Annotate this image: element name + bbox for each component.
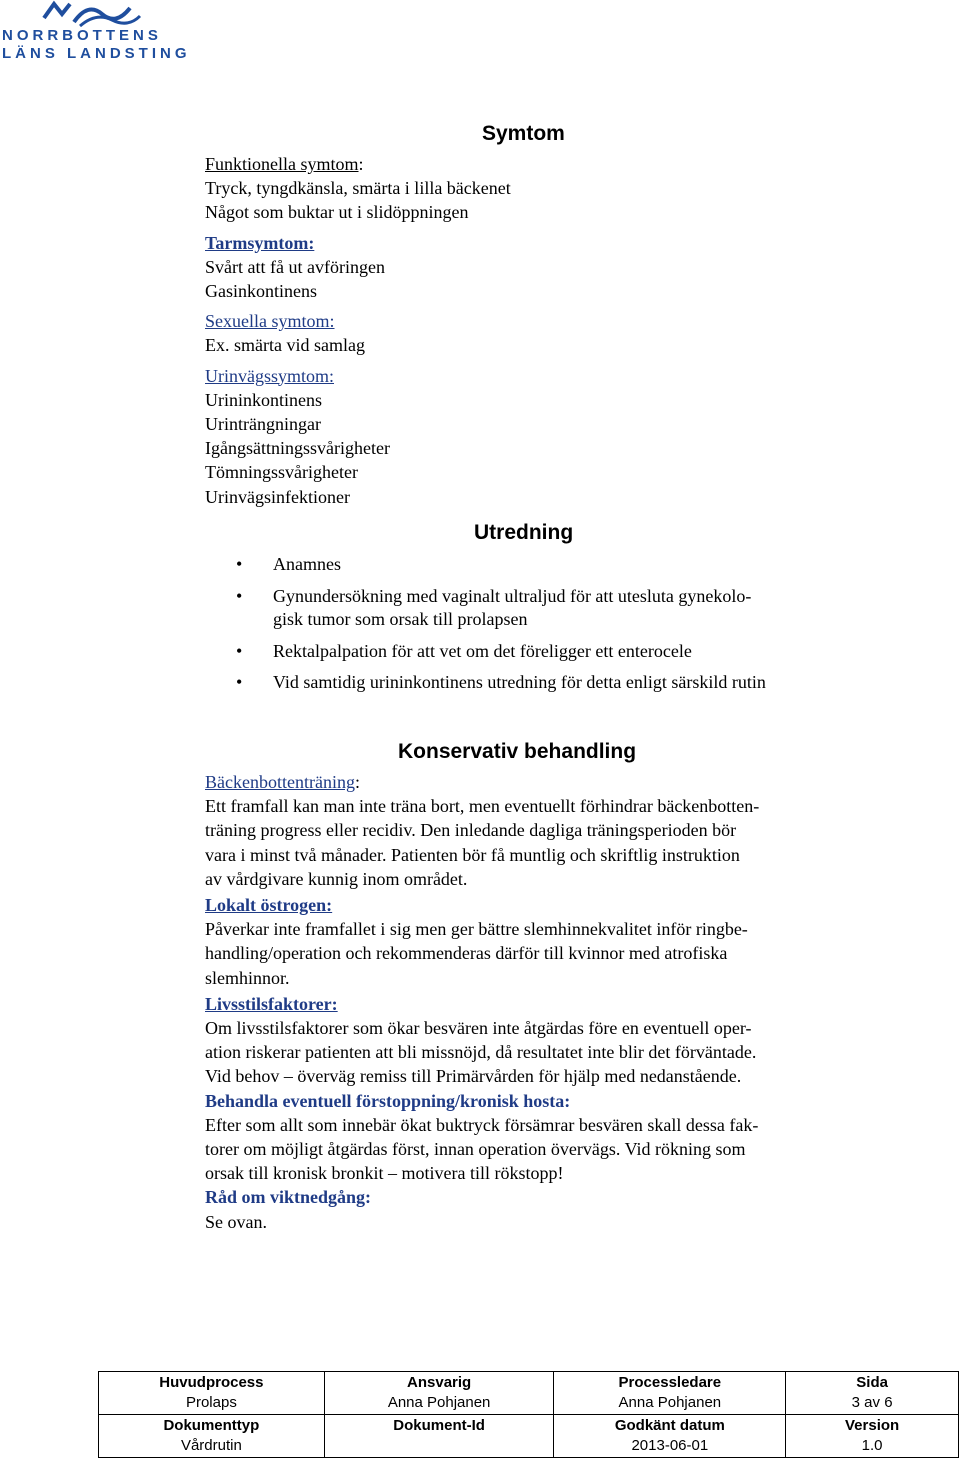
- symtom-heading: Symtom: [482, 122, 565, 145]
- logo-line-1: NORRBOTTENS: [2, 27, 162, 44]
- symtom-group: [205, 231, 511, 255]
- table-cell: Version 1.0: [786, 1415, 959, 1458]
- symtom-item: Urinvägsinfektioner: [205, 486, 350, 507]
- list-item: • Vid samtidig urininkontinens utredning för detta enligt särskild rutin: [236, 671, 766, 695]
- group-label: Funktionella symtom: [205, 154, 359, 174]
- symtom-item: Något som buktar ut i slidöppningen: [205, 202, 469, 223]
- section-heading: Lokalt östrogen:: [205, 895, 333, 916]
- logo-line-2: LÄNS LANDSTING: [2, 45, 191, 62]
- konservativ-text: Bäckenbottenträning: Ett framfall kan man inte träna bort, men eventuellt förhindrar bäckenbotten- träning progress eller recidiv. Den inledande dagliga träningsperioden bör vara i minst två månader. Patienten bör få muntlig och skriftlig instruktion av vårdgivare kunnig inom området. Lokalt östrogen: Påverkar inte framfallet i sig men ger bättre slemhinnekvalitet inför ringbe- handling/operation och rekommenderas därför till kvinnor med atrofiska slemhinnor. Livsstilsfaktorer: Om livsstilsfaktorer som ökar besvären inte åtgärdas före en eventuell oper- ation riskerar patienten att bli missnöjd, då resultatet inte blir det förväntade. Vid behov – överväg remiss till Primärvården för hjälp med nedanstående. Behandla eventuell förstoppning/kronisk hosta: Efter som allt som innebär ökat buktryck försämrar besvären skall dessa fak- torer om möjligt åtgärdas först, innan operation övervägs. Vid rökning som orsak till kronisk bronkit – motivera till rökstopp! Råd om viktnedgång: Se ovan.: [205, 770, 845, 1234]
- list-item: • Rektalpalpation för att vet om det föreligger ett enterocele: [236, 640, 766, 664]
- logo-waves-icon: [40, 0, 150, 30]
- section-heading: Behandla eventuell förstoppning/kronisk hosta:: [205, 1090, 571, 1111]
- table-cell: Huvudprocess Prolaps: [99, 1372, 325, 1415]
- group-label: Tarmsymtom:: [205, 232, 315, 253]
- list-item: • Gynundersökning med vaginalt ultraljud för att utesluta gynekolo- gisk tumor som orsak till prolapsen: [236, 585, 766, 632]
- table-cell: Ansvarig Anna Pohjanen: [324, 1372, 554, 1415]
- symtom-item: Igångsättningssvårigheter: [205, 438, 390, 459]
- symtom-group: [205, 309, 511, 333]
- section-heading: Råd om viktnedgång:: [205, 1187, 372, 1208]
- table-cell: Godkänt datum 2013-06-01: [554, 1415, 786, 1458]
- utredning-list: [236, 553, 766, 695]
- table-cell: Dokument-Id: [324, 1415, 554, 1458]
- landsting-logo: [0, 0, 191, 62]
- table-row: [99, 1372, 959, 1415]
- symtom-item: Urinträngningar: [205, 414, 321, 435]
- table-cell: Processledare Anna Pohjanen: [554, 1372, 786, 1415]
- symtom-item: Tömningssvårigheter: [205, 462, 358, 483]
- symtom-item: Urininkontinens: [205, 389, 322, 410]
- utredning-heading: Utredning: [474, 521, 574, 544]
- symtom-item: Svårt att få ut avföringen: [205, 256, 385, 277]
- symtom-group: Funktionella symtom:: [205, 154, 364, 174]
- table-cell: Sida 3 av 6: [786, 1372, 959, 1415]
- symtom-list: [205, 152, 511, 509]
- group-label: Urinvägssymtom:: [205, 365, 334, 386]
- symtom-group: [205, 364, 511, 388]
- konservativ-heading: Konservativ behandling: [398, 740, 637, 763]
- section-heading: Livsstilsfaktorer:: [205, 993, 338, 1014]
- list-item: • Anamnes: [236, 553, 766, 577]
- table-cell: Dokumenttyp Vårdrutin: [99, 1415, 325, 1458]
- symtom-item: Gasinkontinens: [205, 281, 317, 302]
- group-label: Sexuella symtom:: [205, 311, 335, 332]
- document-footer-table: [98, 1371, 959, 1458]
- symtom-item: Ex. smärta vid samlag: [205, 335, 365, 356]
- table-row: [99, 1415, 959, 1458]
- section-heading: Bäckenbottenträning:: [205, 772, 360, 792]
- symtom-item: Tryck, tyngdkänsla, smärta i lilla bäckenet: [205, 178, 511, 199]
